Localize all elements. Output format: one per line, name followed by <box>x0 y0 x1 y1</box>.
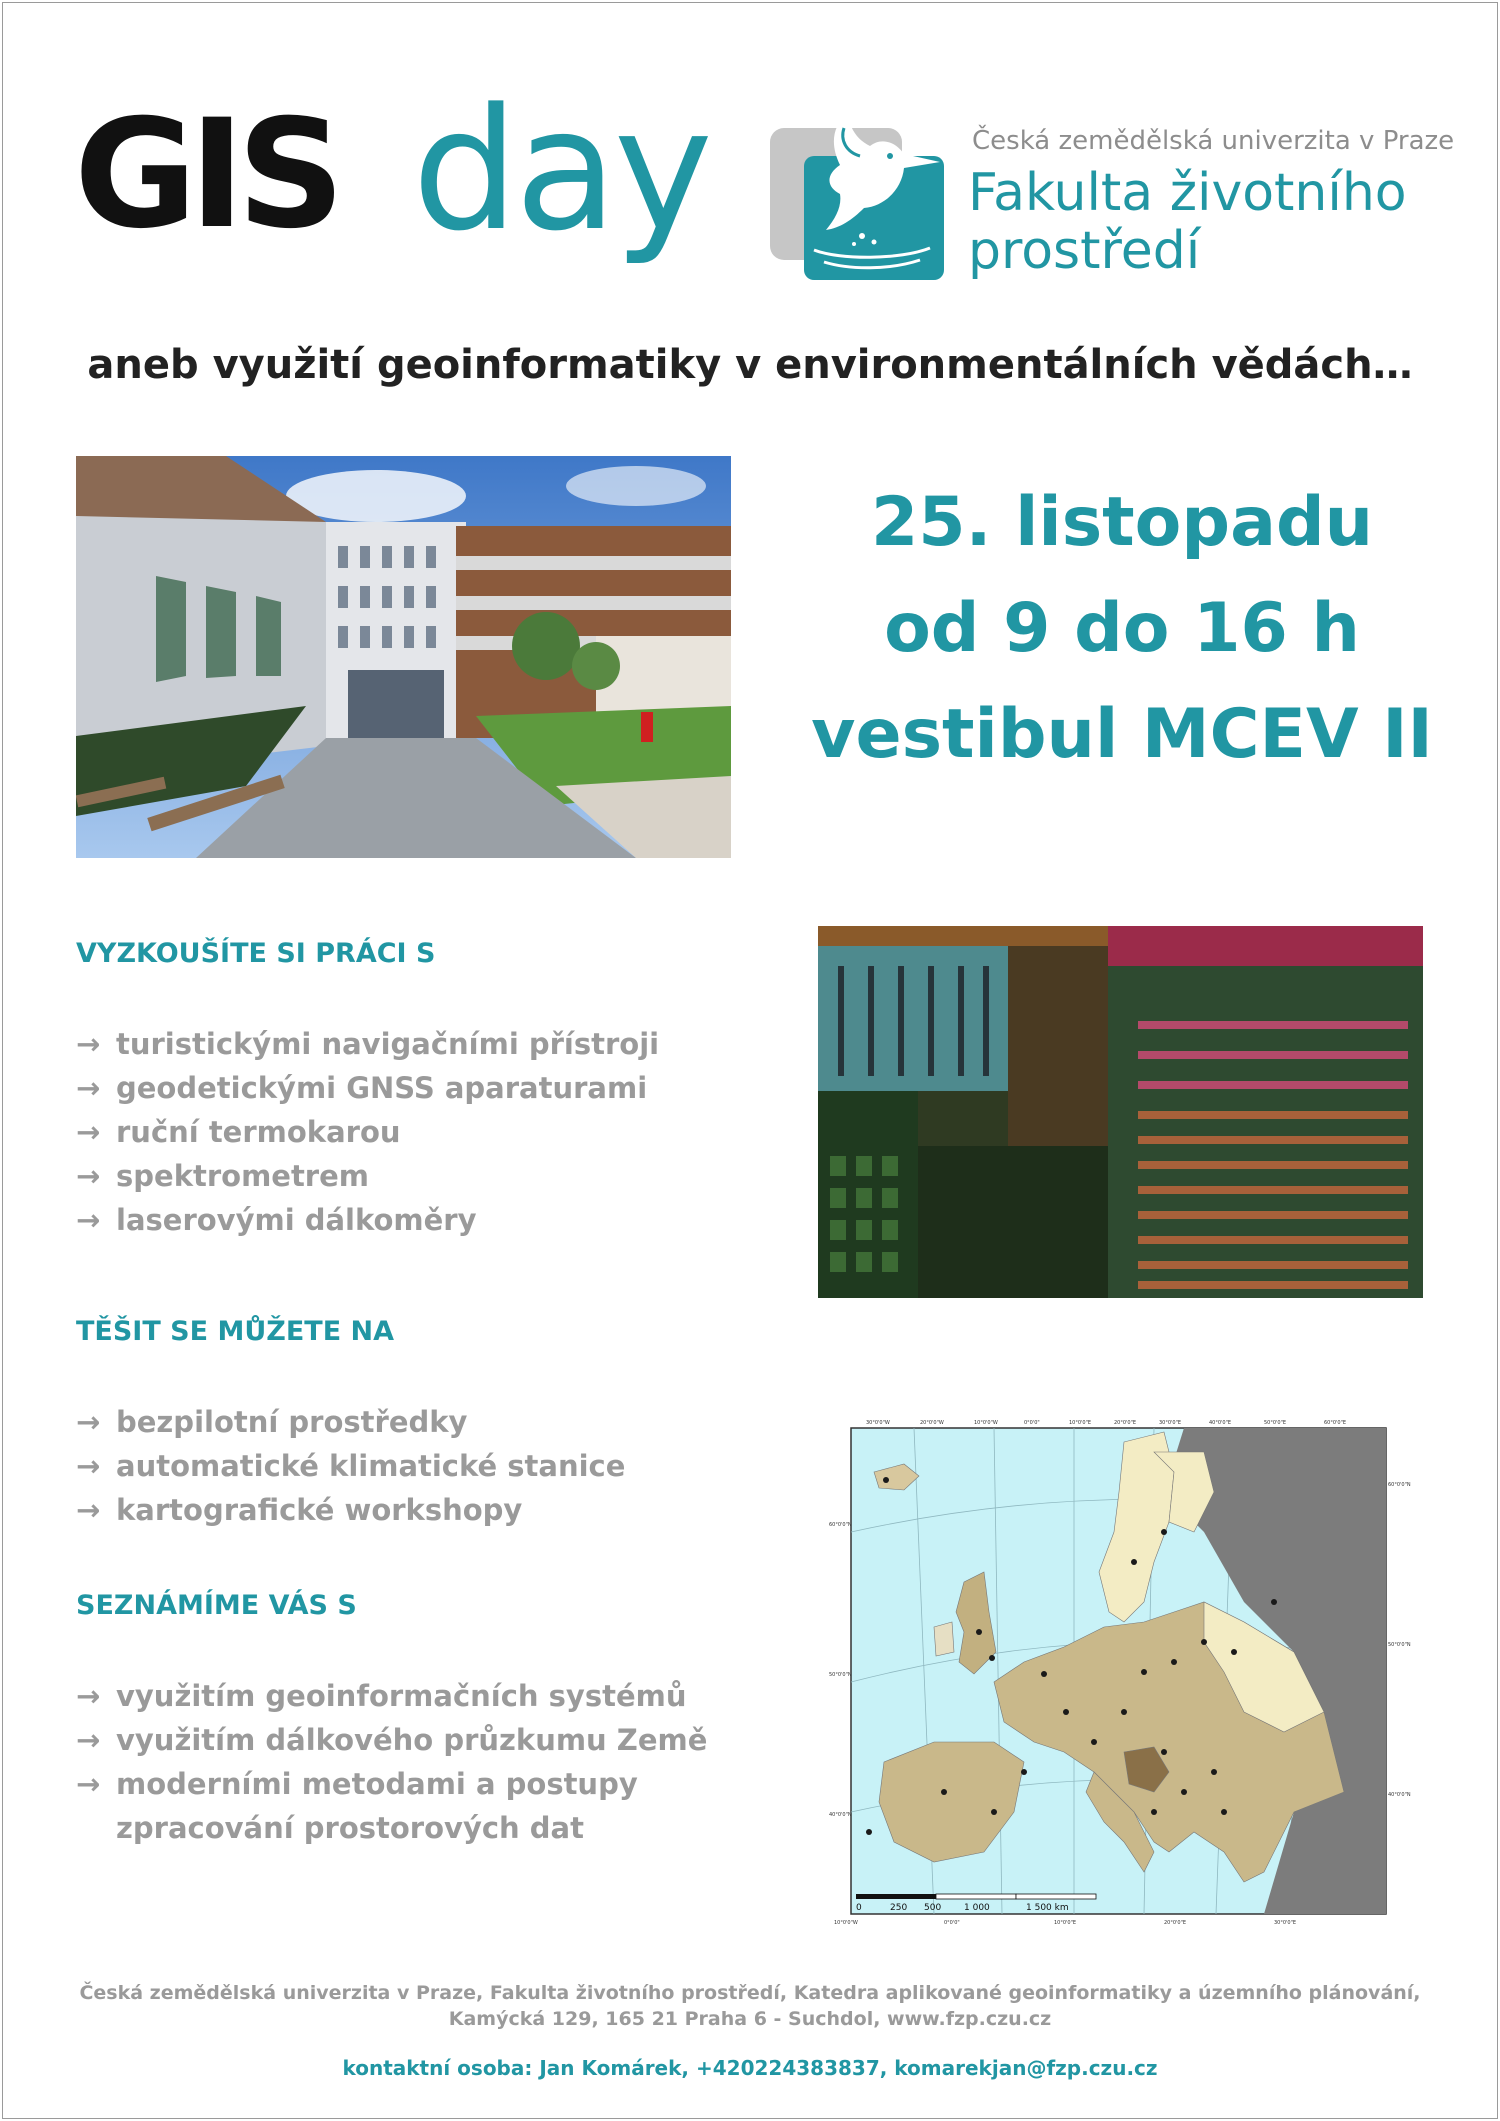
faculty-name <box>968 164 1468 280</box>
list-item: → využitím dálkového průzkumu Země <box>76 1718 707 1762</box>
map-tick-top: 10°0'0"W <box>974 1420 998 1426</box>
scale-label: 500 <box>924 1903 942 1913</box>
map-tick-bottom: 20°0'0"E <box>1164 1920 1187 1926</box>
subtitle: aneb využití geoinformatiky v environmentálních vědách… <box>87 342 1413 388</box>
map-tick-bottom: 10°0'0"E <box>1054 1920 1077 1926</box>
list-item: → turistickými navigačními přístroji <box>76 1022 659 1066</box>
university-name: Česká zemědělská univerzita v Praze <box>972 126 1455 156</box>
map-tick-top: 0°0'0" <box>1024 1420 1040 1426</box>
event-date: 25. listopadu <box>870 483 1374 562</box>
europe-map <box>824 1412 1414 1930</box>
arrow-right-icon: → <box>76 1405 101 1439</box>
building-photo <box>76 456 731 858</box>
arrow-right-icon: → <box>76 1115 101 1149</box>
scale-label: 1 500 km <box>1026 1903 1069 1913</box>
list-item: → geodetickými GNSS aparaturami <box>76 1066 659 1110</box>
list-item: → kartografické workshopy <box>76 1488 625 1532</box>
faculty-name-line1: Fakulta životního <box>968 163 1407 223</box>
arrow-right-icon: → <box>76 1679 101 1713</box>
arrow-right-icon: → <box>76 1203 101 1237</box>
arrow-right-icon: → <box>76 1493 101 1527</box>
map-tick-bottom: 0°0'0" <box>944 1920 960 1926</box>
arrow-right-icon: → <box>76 1027 101 1061</box>
map-tick-top: 20°0'0"E <box>1114 1420 1137 1426</box>
kingfisher-emblem-icon <box>770 110 960 290</box>
footer-contact: kontaktní osoba: Jan Komárek, +420224383837, komarekjan@fzp.czu.cz <box>342 2056 1158 2080</box>
section-heading-look-forward: TĚŠIT SE MŮŽETE NA <box>76 1316 395 1347</box>
map-tick-top: 60°0'0"E <box>1324 1420 1347 1426</box>
scale-label: 250 <box>890 1903 908 1913</box>
map-tick-left: 60°0'0"N <box>829 1522 852 1528</box>
list-look-forward <box>76 1400 625 1532</box>
map-tick-right: 60°0'0"N <box>1388 1482 1411 1488</box>
event-place: vestibul MCEV II <box>811 695 1433 774</box>
arrow-right-icon: → <box>76 1767 101 1801</box>
event-info <box>782 470 1462 788</box>
logo-gis-text: GIS <box>74 88 337 262</box>
arrow-right-icon: → <box>76 1159 101 1193</box>
logo-day-text: day <box>412 72 710 268</box>
footer-address-line1: Česká zemědělská univerzita v Praze, Fakulta životního prostředí, Katedra aplikované geoinformatiky a územního plánování, <box>79 1982 1421 2004</box>
list-item: → laserovými dálkoměry <box>76 1198 659 1242</box>
footer-address-line2: Kamýcká 129, 165 21 Praha 6 - Suchdol, www.fzp.czu.cz <box>448 2008 1052 2030</box>
event-time: od 9 do 16 h <box>884 589 1360 668</box>
map-tick-right: 40°0'0"N <box>1388 1792 1411 1798</box>
map-tick-top: 40°0'0"E <box>1209 1420 1232 1426</box>
list-try <box>76 1022 659 1242</box>
map-tick-top: 30°0'0"W <box>866 1420 890 1426</box>
faculty-name-line2: prostředí <box>968 221 1201 281</box>
map-tick-bottom: 10°0'0"W <box>834 1920 858 1926</box>
list-item: → bezpilotní prostředky <box>76 1400 625 1444</box>
map-tick-bottom: 30°0'0"E <box>1274 1920 1297 1926</box>
list-item: → automatické klimatické stanice <box>76 1444 625 1488</box>
section-heading-introduce: SEZNÁMÍME VÁS S <box>76 1590 357 1621</box>
arrow-right-icon: → <box>76 1071 101 1105</box>
list-item: → spektrometrem <box>76 1154 659 1198</box>
map-tick-top: 50°0'0"E <box>1264 1420 1287 1426</box>
map-tick-top: 10°0'0"E <box>1069 1420 1092 1426</box>
scale-label: 1 000 <box>964 1903 990 1913</box>
map-tick-left: 40°0'0"N <box>829 1812 852 1818</box>
section-heading-try: VYZKOUŠÍTE SI PRÁCI S <box>76 938 436 969</box>
list-item-continuation: zpracování prostorových dat <box>116 1811 584 1845</box>
scale-label: 0 <box>856 1903 862 1913</box>
map-tick-top: 30°0'0"E <box>1159 1420 1182 1426</box>
arrow-right-icon: → <box>76 1449 101 1483</box>
map-tick-right: 50°0'0"N <box>1388 1642 1411 1648</box>
list-item: → využitím geoinformačních systémů <box>76 1674 707 1718</box>
aerial-field-image <box>818 926 1423 1298</box>
list-item: → ruční termokarou <box>76 1110 659 1154</box>
map-tick-top: 20°0'0"W <box>920 1420 944 1426</box>
list-introduce <box>76 1674 707 1850</box>
map-tick-left: 50°0'0"N <box>829 1672 852 1678</box>
arrow-right-icon: → <box>76 1723 101 1757</box>
list-item: → moderními metodami a postupy <box>76 1762 707 1806</box>
